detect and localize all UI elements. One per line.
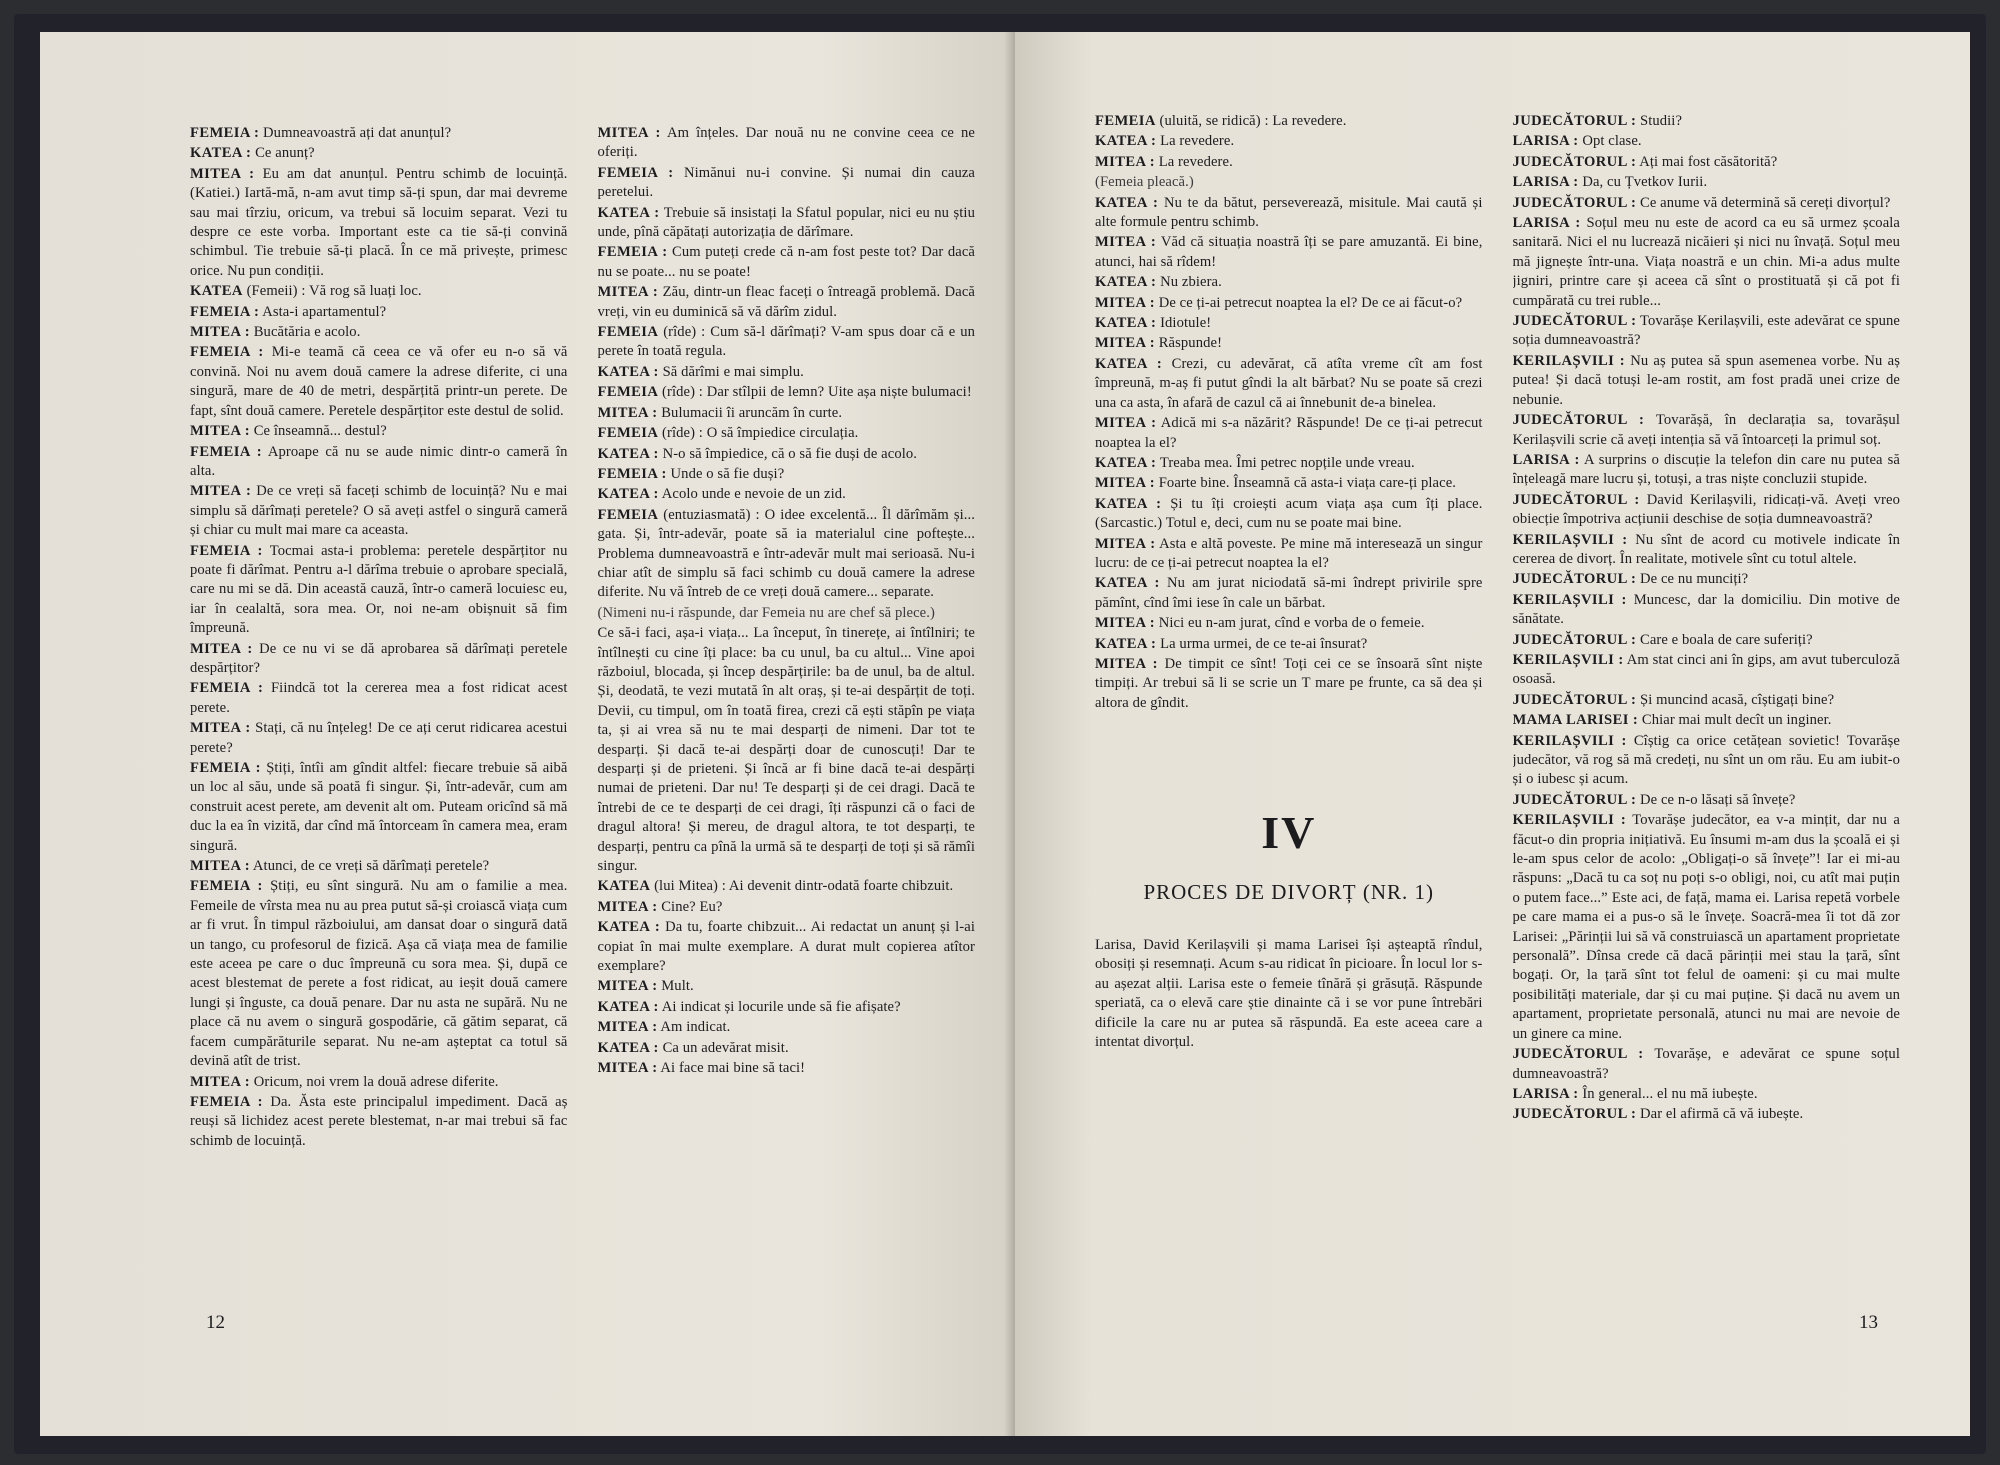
stage-direction: (Nimeni nu-i răspunde, dar Femeia nu are chef să plece.) (597, 604, 935, 621)
dialogue-text: Dumneavoastră ați dat anunțul? (263, 125, 452, 141)
dialogue-text: La revedere. (1160, 133, 1235, 150)
speaker-name: MITEA : (1095, 294, 1155, 311)
speaker-name: JUDECĂTORUL : (1512, 153, 1637, 170)
dialogue-line (1513, 112, 1901, 131)
speaker-name: JUDECĂTORUL : (1512, 491, 1640, 508)
dialogue-line (190, 303, 568, 322)
speaker-name: KATEA : (597, 998, 659, 1015)
dialogue-line (598, 404, 976, 423)
dialogue-text: Fiindcă tot la cererea mea a fost ridicat acest perete. (190, 680, 568, 716)
dialogue-text: Nici eu n-am jurat, cînd e vorba de o femeie. (1158, 615, 1425, 632)
dialogue-text: De ce nu munciți? (1639, 571, 1749, 588)
dialogue-text: Stați, că nu înțeleg! De ce ați cerut ridicarea acestui perete? (190, 720, 568, 756)
speaker-name: LARISA : (1512, 1085, 1579, 1102)
dialogue-line (1513, 411, 1901, 450)
dialogue-line (190, 679, 568, 718)
speaker-name: MITEA : (190, 720, 251, 737)
dialogue-line (1513, 570, 1901, 589)
dialogue-line (598, 977, 976, 996)
speaker-name: MITEA : (190, 165, 255, 182)
speaker-name: LARISA : (1512, 174, 1579, 191)
dialogue-text: Da tu, foarte chibzuit... Ai redactat un anunț și l-ai copiat în mai multe exemplare. A durat mult copierea atîtor exemplare? (597, 919, 975, 975)
speaker-name: JUDECĂTORUL : (1512, 194, 1637, 211)
dialogue-line (1095, 153, 1483, 172)
page-number-right: 13 (1859, 1312, 1878, 1333)
dialogue-line (190, 422, 568, 441)
dialogue-text: Soțul meu nu este de acord ca eu să urmez școala sanitară. Nici el nu lucrează nicăieri și nici nu învață. Soțul meu mă jignește într-una. Viața noastră e un chin. Mi-a adus multe jigniri, printre care și aceea că sînt o prostituată și că pot fi cumpărată cu trei ruble... (1512, 215, 1900, 309)
speaker-name: FEMEIA : (597, 465, 667, 482)
dialogue-text: Cum puteți crede că n-am fost peste tot? Dar dacă nu se poate... nu se poate! (597, 244, 975, 280)
dialogue-text: Bulumacii îi aruncăm în curte. (661, 404, 843, 421)
dialogue-line (1513, 732, 1901, 790)
speaker-name: KATEA (597, 878, 651, 895)
dialogue-text: Răspunde! (1158, 335, 1223, 352)
dialogue-text: Atunci, de ce vreți să dărîmați peretele? (252, 858, 490, 875)
dialogue-text: N-o să împiedice, că o să fie duși de acolo. (662, 445, 918, 462)
dialogue-text: David Kerilașvili, ridicați-vă. Aveți vreo obiecție împotriva acțiunii deschise de soția dumneavoastră? (1512, 491, 1900, 528)
speaker-name: MITEA : (597, 1019, 658, 1036)
dialogue-line (598, 283, 976, 322)
dialogue-text: Nu am jurat niciodată să-mi îndrept privirile spre pămînt, cînd îmi iese în cale un bărbat. (1095, 575, 1483, 611)
dialogue-line (190, 759, 568, 856)
speaker-name: JUDECĂTORUL : (1512, 691, 1637, 708)
left-column-1 (190, 124, 568, 1344)
dialogue-line (598, 424, 976, 443)
dialogue-text: (lui Mitea) : Ai devenit dintr-odată foarte chibzuit. (654, 878, 954, 895)
dialogue-text: Tovarășe, e adevărat ce spune soțul dumneavoastră? (1512, 1046, 1900, 1082)
dialogue-text: Nu sînt de acord cu motivele indicate în cererea de divorț. În realitate, motivele sînt cu totul altele. (1512, 531, 1900, 567)
dialogue-line (1513, 531, 1901, 570)
dialogue-line (1513, 711, 1901, 730)
dialogue-line (598, 124, 976, 163)
speaker-name: KATEA : (597, 486, 659, 503)
dialogue-line (1513, 153, 1901, 172)
speaker-name: KATEA : (1095, 635, 1157, 652)
speaker-name: FEMEIA : (190, 344, 264, 361)
dialogue-text: Da. Ăsta este principalul impediment. Dacă aș reuși să lichidez acest perete blestemat, n-ar mai trebui să fac schimb de locuință. (190, 1093, 568, 1149)
dialogue-line (1095, 574, 1483, 613)
speaker-name: KATEA : (597, 919, 661, 936)
dialogue-line (190, 343, 568, 421)
dialogue-line (598, 323, 976, 362)
dialogue-line (1095, 355, 1483, 413)
speaker-name: FEMEIA : (190, 443, 263, 460)
dialogue-text: A surprins o discuție la telefon din care nu putea să înțeleagă mare lucru și, totuși, a tras niște concluzii stupide. (1512, 451, 1900, 488)
dialogue-text: Să dărîmi e mai simplu. (662, 363, 804, 380)
dialogue-text: Nimănui nu-i convine. Și numai din cauza peretelui. (597, 164, 975, 201)
dialogue-line (598, 243, 976, 282)
dialogue-text: Chiar mai mult decît un inginer. (1641, 712, 1832, 729)
dialogue-text: Știți, eu sînt singură. Nu am o familie a mea. Femeile de vîrsta mea nu au prea putut să-și croiască viața cum ar fi vrut. În timpul războiului, am dansat doar o singură dată un tango, cu profesorul de fizică. Așa că viața mea de familie este aceea pe care o duc împreună cu sora mea. Și, după ce acest blestemat de perete a fost ridicat, au ieșit două camere lungi și înguste, ca două penare. Dar nu asta ne supără. Nu ne place că nu avem o singură gospodărie, că gătim separat, că facem cumpărăturile separat. Nu ne-am așteptat ca totul să devină atît de trist. (190, 878, 568, 1070)
dialogue-line (598, 445, 976, 464)
speaker-name: MITEA : (597, 978, 658, 995)
dialogue-text: Am indicat. (660, 1019, 731, 1036)
dialogue-text: Mult. (661, 978, 694, 995)
speaker-name: KATEA : (1095, 575, 1160, 592)
dialogue-line (1513, 173, 1901, 192)
speaker-name: FEMEIA (597, 425, 659, 442)
dialogue-text: Trebuie să insistați la Sfatul popular, nici eu nu știu unde, pînă căpătați autorizația de dărîmare. (597, 204, 975, 241)
dialogue-text: Dar el afirmă că vă iubește. (1639, 1106, 1804, 1123)
speaker-name: JUDECĂTORUL : (1512, 1106, 1637, 1123)
dialogue-line (598, 363, 976, 382)
dialogue-line (598, 1059, 976, 1078)
dialogue-line (190, 165, 568, 281)
dialogue-text: Eu am dat anunțul. Pentru schimb de locuință. (Katiei.) Iartă-mă, n-am avut timp să-ți spun, dar mai devreme sau mai tîrziu, oricum, va trebui să locuim separat. Vezi tu despre ce este vorba. Important este ca tie să-ți convină schimbul. Tie trebuie să-ți placă. În ce mă privește, primesc orice. Nu pun condiții. (190, 165, 568, 279)
speaker-name: MITEA : (1095, 655, 1158, 672)
dialogue-line (1095, 112, 1483, 131)
dialogue-text: Zău, dintr-un fleac faceți o întreagă problemă. Dacă vreți, vin eu duminică să vă dărîm zidul. (597, 284, 975, 320)
speaker-name: MITEA : (1095, 234, 1157, 251)
speaker-name: KERILAȘVILI : (1512, 352, 1625, 369)
dialogue-text: Ce să-i faci, așa-i viața... La început, în tinerețe, ai întîlniri; te întîlnești cu cine îți place: ba cu unul, ba cu altul... Vine apoi războiul, blocada, și încep despărțirile: ba de unul, ba de altul. Și, deodată, te vezi mutată în alt oraș, și te-ai despărțit de toți. Devii, cu timpul, om în toată firea, crezi că ești stăpîn pe viața ta, și ai vrea să nu te mai desparți de nimeni. Dar tot te desparți. Și dacă te-ai despărți doar de cunoscuți! Dar te desparți și de prieteni. Și încă ar fi bine dacă te-ai despărți numai de prieteni. Dar nu! Te desparți și de cei dragi. Dacă te întrebi de ce te desparți de cei dragi, îți răspunzi că o faci de dragul altora! Și mereu, de dragul altora, te tot desparți, te desparți, pentru ca pînă la urmă să te desparți de toți și să rămîi singur. (597, 625, 975, 875)
dialogue-line (1095, 273, 1483, 292)
dialogue-text: (rîde) : Dar stîlpii de lemn? Uite așa niște bulumaci! (662, 384, 972, 401)
dialogue-text: Văd că situația noastră îți se pare amuzantă. Ei bine, atunci, hai să rîdem! (1095, 234, 1483, 270)
speaker-name: KATEA : (1095, 315, 1157, 332)
speaker-name: KATEA : (597, 1039, 659, 1056)
dialogue-text: De timpit ce sînt! Toți cei ce se însoară sînt niște timpiți. Ar trebui să li se scrie un T mare pe frunte, ca să dea și altora de gîndit. (1095, 655, 1483, 711)
dialogue-text: La revedere. (1158, 153, 1233, 170)
speaker-name: KATEA : (190, 145, 252, 162)
speaker-name: KATEA : (1095, 454, 1157, 471)
speaker-name: MITEA : (190, 1073, 250, 1090)
dialogue-text: Bucătăria e acolo. (253, 324, 361, 341)
dialogue-line (598, 624, 976, 876)
dialogue-text: Și tu îți croiești acum viața așa cum îți place. (Sarcastic.) Totul e, deci, cum nu se poate mai bine. (1095, 495, 1483, 532)
speaker-name: FEMEIA (597, 384, 659, 401)
dialogue-line (190, 1093, 568, 1151)
dialogue-text: Unde o să fie duși? (670, 465, 785, 482)
dialogue-line (598, 1018, 976, 1037)
dialogue-line (598, 204, 976, 243)
dialogue-text: Știți, întîi am gîndit altfel: fiecare trebuie să aibă un loc al său, unde să poată fi singur. Și, într-adevăr, cum am construit acest perete, am devenit alt om. Puteam oricînd să mă duc la ea în vizită, dar cînd mă întorceam în camera mea, eram singură. (190, 760, 568, 854)
dialogue-text: Asta e altă poveste. Pe mine mă interesează un singur lucru: de ce ți-ai petrecut noaptea la el? (1095, 535, 1483, 571)
right-columns (1095, 112, 1900, 1332)
dialogue-line (1095, 314, 1483, 333)
speaker-name: JUDECĂTORUL : (1512, 631, 1637, 648)
dialogue-line (1513, 312, 1901, 351)
speaker-name: KATEA : (597, 363, 659, 380)
dialogue-line (1095, 614, 1483, 633)
dialogue-text: Adică mi s-a năzărit? Răspunde! De ce ți-ai petrecut noaptea la el? (1095, 415, 1483, 451)
dialogue-line (190, 323, 568, 342)
speaker-name: JUDECĂTORUL : (1512, 412, 1645, 429)
dialogue-line (190, 144, 568, 163)
dialogue-text: Ca un adevărat misit. (662, 1039, 789, 1056)
dialogue-line (1513, 451, 1901, 490)
dialogue-line (1513, 1105, 1901, 1124)
speaker-name: KATEA : (597, 445, 659, 462)
speaker-name: KERILAȘVILI : (1512, 812, 1627, 829)
dialogue-text: Treaba mea. Îmi petrec nopțile unde vreau. (1159, 454, 1415, 471)
speaker-name: MITEA : (190, 858, 250, 875)
dialogue-text: Cîștig ca orice cetățean sovietic! Tovarășe judecător, vă rog să mă credeți, nu sînt un om rău. Eu am iubit-o și o iubesc și acum. (1512, 732, 1900, 788)
chapter-intro: Larisa, David Kerilașvili și mama Larisei își așteaptă rîndul, obosiți și resemnați. Acum s-au ridicat în picioare. În locul lor s-au așezat alții. Larisa este o femeie tînără și grăsuță. Răspunde speriată, ca o elevă care știe dinainte că i se vor pune întrebări dificile la care nu ar putea să răspundă. Ea este aceea care a intentat divorțul. (1095, 937, 1483, 1051)
dialogue-line (1095, 495, 1483, 534)
dialogue-text: Opt clase. (1582, 133, 1642, 150)
dialogue-text: Acolo unde e nevoie de un zid. (661, 486, 846, 503)
dialogue-line (598, 1039, 976, 1058)
speaker-name: MITEA : (597, 404, 658, 421)
left-column-2 (598, 124, 976, 1344)
speaker-name: KERILAȘVILI : (1512, 531, 1628, 548)
dialogue-text: Muncesc, dar la domiciliu. Din motive de sănătate. (1512, 591, 1900, 628)
dialogue-text: Ai indicat și locurile unde să fie afișate? (661, 998, 901, 1015)
dialogue-text: Tovarășă, în declarația sa, tovarășul Kerilașvili scrie că aveți intenția să vă întoarceți la primul soț. (1512, 412, 1900, 448)
dialogue-text: Oricum, noi vrem la două adrese diferite. (253, 1073, 499, 1090)
dialogue-line (190, 282, 568, 301)
speaker-name: FEMEIA : (190, 680, 264, 697)
dialogue-line (598, 918, 976, 976)
dialogue-line (1095, 132, 1483, 151)
speaker-name: MITEA : (597, 898, 658, 915)
speaker-name: MITEA : (1095, 153, 1155, 170)
speaker-name: MITEA : (597, 284, 659, 301)
dialogue-line (1095, 474, 1483, 493)
dialogue-block (1095, 112, 1483, 713)
speaker-name: FEMEIA : (190, 303, 260, 320)
dialogue-text: Am înțeles. Dar nouă nu ne convine ceea ce ne oferiți. (597, 125, 975, 161)
act-number: IV (1261, 807, 1317, 859)
dialogue-line (190, 640, 568, 679)
book-spread (14, 14, 1986, 1454)
dialogue-line (598, 877, 976, 896)
speaker-name: MITEA : (1095, 535, 1156, 552)
dialogue-text: De ce vreți să faceți schimb de locuință? Nu e mai simplu să dărîmați peretele? O să aveți astfel o singură cameră și chiar cu mult mai mare ca aceasta. (190, 483, 568, 539)
speaker-name: JUDECĂTORUL : (1512, 313, 1637, 330)
stage-direction: (Femeia pleacă.) (1095, 174, 1194, 191)
dialogue-line (1095, 294, 1483, 313)
speaker-name: MITEA : (597, 125, 661, 141)
dialogue-text: (rîde) : Cum să-l dărîmați? V-am spus doar că e un perete în toată regula. (597, 324, 975, 360)
speaker-name: MITEA : (190, 423, 250, 440)
dialogue-line (598, 164, 976, 203)
dialogue-line (1513, 631, 1901, 650)
dialogue-text: Crezi, cu adevărat, că atîta vreme cît am fost împreună, m-aș fi putut gîndi la alt bărbat? Nu se poate să crezi una ca asta, în afară de cazul că ai înnebunit de-a binelea. (1095, 355, 1483, 411)
dialogue-text: Aproape că nu se aude nimic dintr-o cameră în alta. (190, 443, 568, 479)
speaker-name: MAMA LARISEI : (1512, 712, 1639, 729)
dialogue-text: (rîde) : O să împiedice circulația. (662, 425, 859, 442)
speaker-name: LARISA : (1512, 215, 1581, 232)
chapter-title: PROCES DE DIVORȚ (NR. 1) (1143, 879, 1435, 904)
speaker-name: KATEA : (597, 204, 660, 221)
speaker-name: LARISA : (1512, 451, 1580, 468)
left-columns (190, 124, 975, 1344)
dialogue-text: De ce ți-ai petrecut noaptea la el? De ce ai făcut-o? (1158, 294, 1463, 311)
dialogue-text: Ce înseamnă... destul? (253, 423, 387, 440)
speaker-name: KATEA : (1095, 274, 1157, 291)
dialogue-line (1513, 1085, 1901, 1104)
dialogue-text: Tovarășe judecător, ea v-a mințit, dar nu a făcut-o din propria inițiativă. Eu însumi m-am dus la școală ei și le-am spus celor de acolo: „Obligați-o să învețe”! Iar ei mi-au răspuns: „Dacă tu ca soț nu poți s-o obligi, noi, cu atît mai puțin o putem face...” Este aci, de față, mama ei. Larisa repetă vorbele pe care mama ei a pus-o să le învețe. Soacră-mea îi tot dă zor Larisei: „Părinții lui să vă construiască un apartament proprietate personală”. Dînsa crede că dacă părinții mei stau la țară, sînt bogați. Or, la țară sînt tot felul de oameni: și cu mai multe posibilități materiale, dar și cu mai puține. Și dacă nu avem un apartament, proprietate personală, atunci nu mai are nevoie de un ginere ca mine. (1512, 812, 1900, 1042)
dialogue-text: Cine? Eu? (661, 898, 723, 915)
speaker-name: KERILAȘVILI : (1512, 732, 1627, 749)
speaker-name: FEMEIA : (597, 164, 674, 181)
dialogue-line (1513, 591, 1901, 630)
dialogue-text: Da, cu Țvetkov Iurii. (1582, 174, 1708, 191)
speaker-name: MITEA : (1095, 415, 1157, 432)
dialogue-text: Nu zbiera. (1160, 274, 1222, 291)
speaker-name: FEMEIA : (190, 542, 263, 559)
dialogue-text: De ce n-o lăsați să învețe? (1639, 791, 1796, 808)
dialogue-text: (Femeii) : Vă rog să luați loc. (246, 283, 422, 300)
dialogue-line (1095, 334, 1483, 353)
dialogue-text: Ați mai fost căsătorită? (1639, 153, 1778, 170)
speaker-name: FEMEIA : (190, 760, 261, 776)
dialogue-text: Ce anunț? (255, 145, 315, 162)
dialogue-line (190, 124, 568, 143)
left-page (40, 32, 1015, 1436)
speaker-name: MITEA : (1095, 615, 1155, 632)
speaker-name: FEMEIA : (190, 878, 263, 895)
dialogue-line (190, 482, 568, 540)
dialogue-line (1095, 233, 1483, 272)
speaker-name: KATEA : (1095, 355, 1163, 372)
dialogue-line (1095, 655, 1483, 713)
speaker-name: FEMEIA (597, 506, 659, 523)
speaker-name: KATEA : (1095, 194, 1159, 211)
dialogue-line (1513, 352, 1901, 410)
dialogue-line (190, 857, 568, 876)
dialogue-line (1095, 194, 1483, 233)
right-column-2 (1513, 112, 1901, 1332)
dialogue-line (598, 485, 976, 504)
dialogue-text: La urma urmei, de ce te-ai însurat? (1160, 635, 1368, 652)
dialogue-line (1095, 635, 1483, 654)
dialogue-line (1095, 535, 1483, 574)
dialogue-text: Care e boala de care suferiți? (1639, 631, 1813, 648)
dialogue-line (1513, 1045, 1901, 1084)
speaker-name: KERILAȘVILI : (1512, 591, 1627, 608)
dialogue-line (1513, 651, 1901, 690)
speaker-name: LARISA : (1512, 133, 1579, 150)
dialogue-text: De ce nu vi se dă aprobarea să dărîmați peretele despărțitor? (190, 640, 568, 676)
dialogue-line (1095, 414, 1483, 453)
speaker-name: FEMEIA (597, 324, 659, 341)
speaker-name: JUDECĂTORUL : (1512, 791, 1637, 808)
dialogue-line (1513, 791, 1901, 810)
dialogue-text: Mi-e teamă că ceea ce vă ofer eu n-o să vă convină. Noi nu avem două camere la adrese diferite, ci una singură, mare de 40 de metri, despărțită printr-un perete. De fapt, sînt două camere. Peretele despărțitor este destul de solid. (190, 344, 568, 419)
dialogue-line (1513, 691, 1901, 710)
dialogue-text: Și muncind acasă, cîștigați bine? (1639, 691, 1835, 708)
speaker-name: KATEA : (1095, 133, 1157, 150)
dialogue-line (1513, 194, 1901, 213)
dialogue-line (1513, 214, 1901, 311)
dialogue-line (1095, 454, 1483, 473)
dialogue-text: În general... el nu mă iubește. (1582, 1085, 1758, 1102)
speaker-name: JUDECĂTORUL : (1512, 1046, 1644, 1063)
speaker-name: MITEA : (1095, 475, 1155, 492)
speaker-name: MITEA : (597, 1060, 658, 1077)
right-page (1015, 32, 1970, 1436)
dialogue-text: Studii? (1639, 113, 1683, 129)
dialogue-line (598, 465, 976, 484)
dialogue-line (598, 998, 976, 1017)
dialogue-line (598, 898, 976, 917)
speaker-name: FEMEIA (1095, 113, 1156, 129)
dialogue-line (190, 719, 568, 758)
dialogue-text: Foarte bine. Înseamnă că asta-i viața care-ți place. (1158, 475, 1457, 492)
dialogue-line (1513, 491, 1901, 530)
page-number-left: 12 (206, 1312, 225, 1333)
speaker-name: FEMEIA : (190, 125, 260, 141)
dialogue-text: Idiotule! (1160, 315, 1212, 332)
dialogue-line (190, 542, 568, 639)
dialogue-text: Ce anume vă determină să cereți divorțul? (1639, 194, 1891, 211)
dialogue-text: Ai face mai bine să taci! (660, 1060, 806, 1077)
dialogue-text: Nu aș putea să spun asemenea vorbe. Nu aș putea! Și dacă totuși le-am rostit, am fost pradă unei crize de nebunie. (1512, 352, 1900, 408)
dialogue-text: Asta-i apartamentul? (262, 303, 387, 320)
dialogue-line (598, 383, 976, 402)
dialogue-text: Nu te da bătut, perseverează, misitule. Mai caută și alte formule pentru schimb. (1095, 194, 1483, 231)
dialogue-text: Am stat cinci ani în gips, am avut tuberculoză osoasă. (1512, 651, 1900, 688)
dialogue-line (1513, 132, 1901, 151)
speaker-name: JUDECĂTORUL : (1512, 113, 1637, 129)
dialogue-line (190, 1073, 568, 1092)
dialogue-text: (uluită, se ridică) : La revedere. (1159, 113, 1347, 129)
speaker-name: KATEA : (1095, 495, 1162, 512)
speaker-name: MITEA : (1095, 335, 1155, 352)
speaker-name: FEMEIA : (597, 244, 668, 261)
dialogue-line (190, 443, 568, 482)
speaker-name: KERILAȘVILI : (1512, 651, 1624, 668)
speaker-name: KATEA (190, 283, 243, 300)
speaker-name: JUDECĂTORUL : (1512, 571, 1637, 588)
right-column-1 (1095, 112, 1483, 1332)
speaker-name: MITEA : (190, 324, 250, 341)
speaker-name: MITEA : (190, 483, 252, 500)
dialogue-line (190, 877, 568, 1071)
speaker-name: MITEA : (190, 640, 253, 657)
dialogue-text: Tocmai asta-i problema: peretele despărțitor nu poate fi dărîmat. Pentru a-l dărîma trebuie o aprobare specială, care nu mi se dă. Din această cauză, într-o cameră locuiesc eu, iar în cealaltă, sora mea. Or, noi ne-am obișnuit să fim împreună. (190, 542, 568, 637)
speaker-name: FEMEIA : (190, 1093, 263, 1110)
dialogue-line (1513, 811, 1901, 1044)
dialogue-text: Tovarășe Kerilașvili, este adevărat ce spune soția dumneavoastră? (1512, 313, 1900, 349)
dialogue-text: (entuziasmată) : O idee excelentă... Îl dărîmăm și... gata. Și, într-adevăr, poate să ia materialul cine poftește... Problema dumneavoastră e într-adevăr mult mai serioasă. Nu-i chiar atît de simplu să faci schimb cu două camere la adrese diferite. Nu vă întreb de ce vreți două camere... separate. (597, 506, 975, 601)
dialogue-line (598, 506, 976, 603)
